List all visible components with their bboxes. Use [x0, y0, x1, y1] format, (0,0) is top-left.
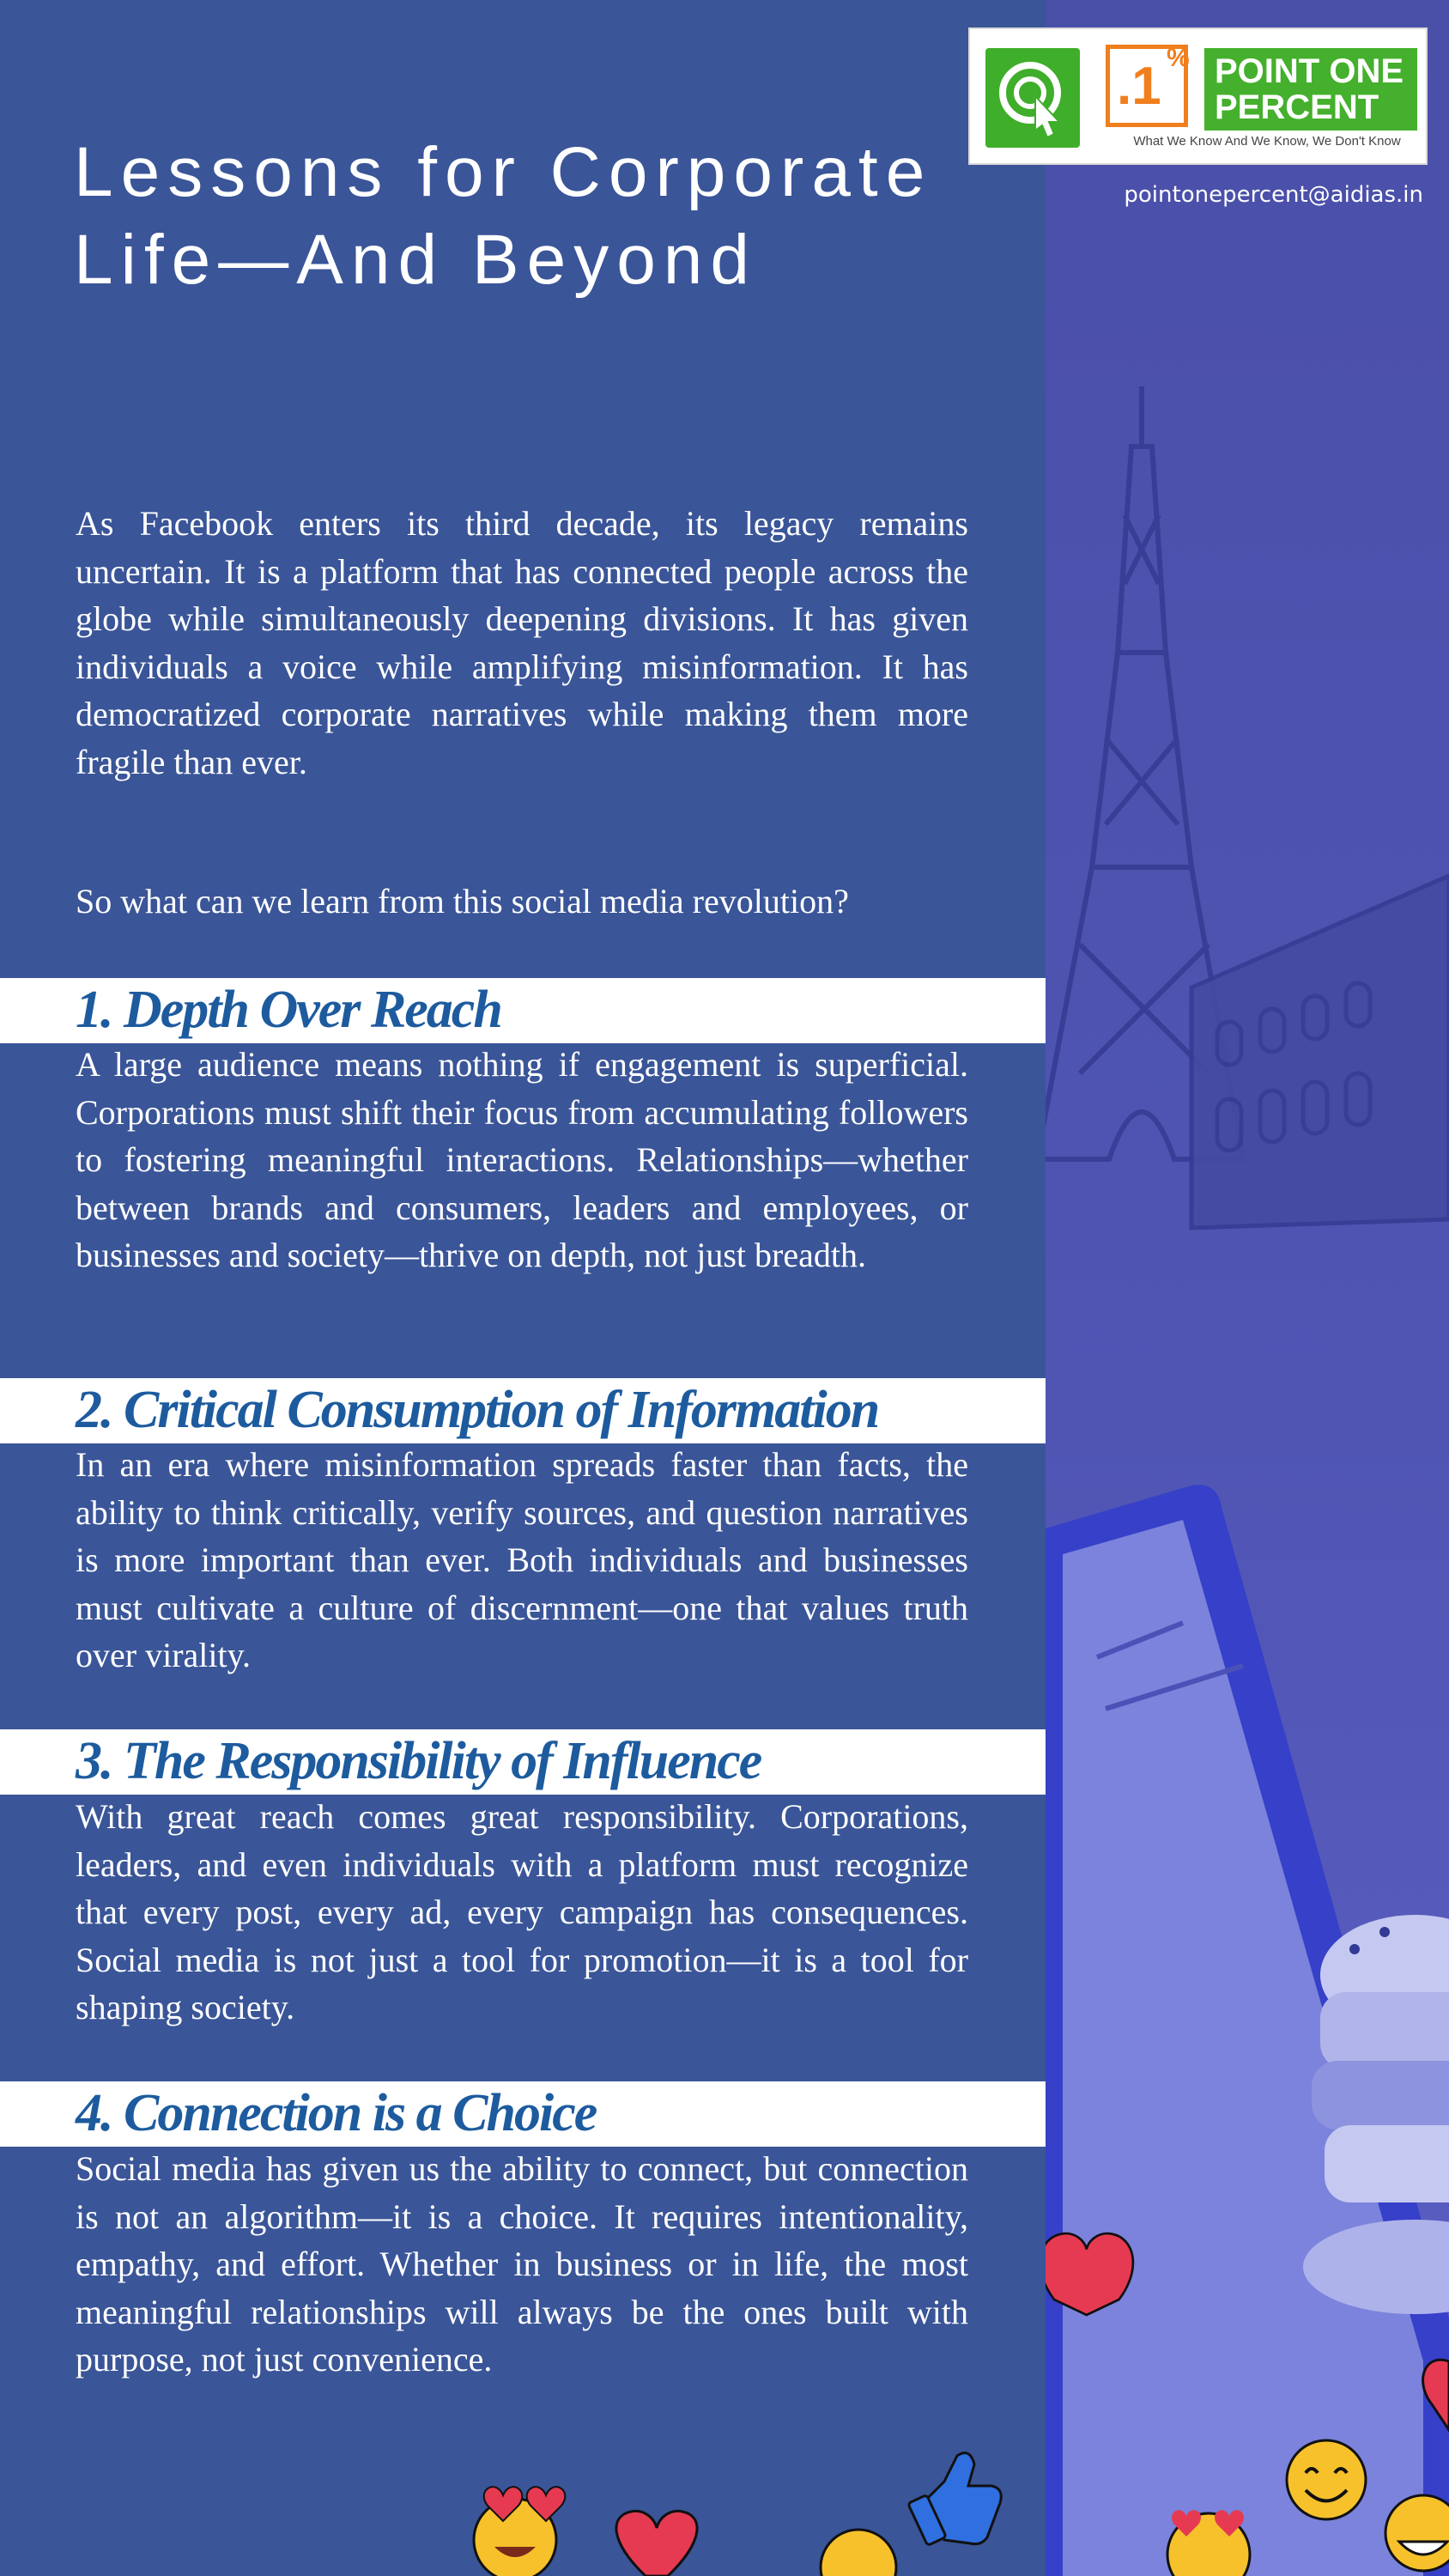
logo-wordmark-line2: PERCENT	[1215, 88, 1379, 126]
section-heading-band	[0, 1729, 1046, 1795]
logo-mark	[1106, 45, 1188, 127]
logo-mark-number: .1	[1117, 57, 1161, 116]
intro-paragraph: As Facebook enters its third decade, its legacy remains uncertain. It is a platform that has connected people across the globe while simultaneously deepening divisions. It has given individuals a voice while amplifying misinformation. It has democratized corporate narratives while making them more fragile than ever.	[76, 504, 968, 781]
logo-wordmark	[1204, 48, 1417, 131]
heart-eyes-emoji	[474, 2487, 565, 2576]
section-heading: 1. Depth Over Reach	[76, 981, 501, 1039]
section-body: In an era where misinformation spreads faster than facts, the ability to think critically, verify sources, and question narratives is more important than ever. Both individuals and businesses must cultivate a culture of discernment—one that values truth over virality.	[76, 1445, 968, 1674]
thumbs-up-icon	[908, 2453, 1002, 2546]
smiley-emoji	[1287, 2440, 1366, 2519]
section-heading-band	[0, 1378, 1046, 1443]
section-heading: 4. Connection is a Choice	[76, 2084, 597, 2142]
smiley-emoji	[821, 2530, 896, 2576]
section-heading: 2. Critical Consumption of Information	[76, 1381, 879, 1439]
heart-icon	[616, 2511, 697, 2576]
logo-wordmark-line1: POINT ONE	[1215, 52, 1404, 90]
section-heading-band	[0, 978, 1046, 1043]
contact-email-link[interactable]: pointonepercent@aidias.in	[1124, 182, 1423, 208]
logo-mark-percent: %	[1167, 44, 1190, 72]
logo[interactable]	[968, 27, 1428, 165]
section-body: A large audience means nothing if engagement is superficial. Corporations must shift their focus from accumulating followers to fostering meaningful interactions. Relationships—whether between brands and consumers, leaders and employees, or businesses and society—thrive on depth, not just breadth.	[76, 1045, 968, 1274]
section-heading: 3. The Responsibility of Influence	[76, 1732, 761, 1790]
page-title: Lessons for Corporate Life—And Beyond	[74, 133, 933, 299]
emoji-cluster	[464, 2439, 1047, 2576]
laughing-emoji	[1385, 2495, 1449, 2571]
section-body: With great reach comes great responsibility. Corporations, leaders, and even individuals with a platform must recognize that every post, every ad, every campaign has consequences. Social media is not just a tool for promotion—it is a tool for shaping society.	[76, 1797, 968, 2026]
logo-tagline: What We Know And We Know, We Don't Know	[1133, 134, 1401, 149]
illustration-panel	[1046, 0, 1449, 2576]
section-body: Social media has given us the ability to connect, but connection is not an algorithm—it is a choice. It requires intentionality, empathy, and effort. Whether in business or in life, the most meaningful relationships will always be the ones built with purpose, not just convenience.	[76, 2149, 968, 2379]
heart-eyes-emoji	[1167, 2510, 1250, 2576]
cursor-hand-icon	[985, 48, 1080, 148]
burger-icon	[1303, 1915, 1449, 2314]
travel-illustration	[1046, 0, 1449, 2576]
section-heading-band	[0, 2081, 1046, 2147]
intro-question: So what can we learn from this social media revolution?	[76, 882, 849, 920]
